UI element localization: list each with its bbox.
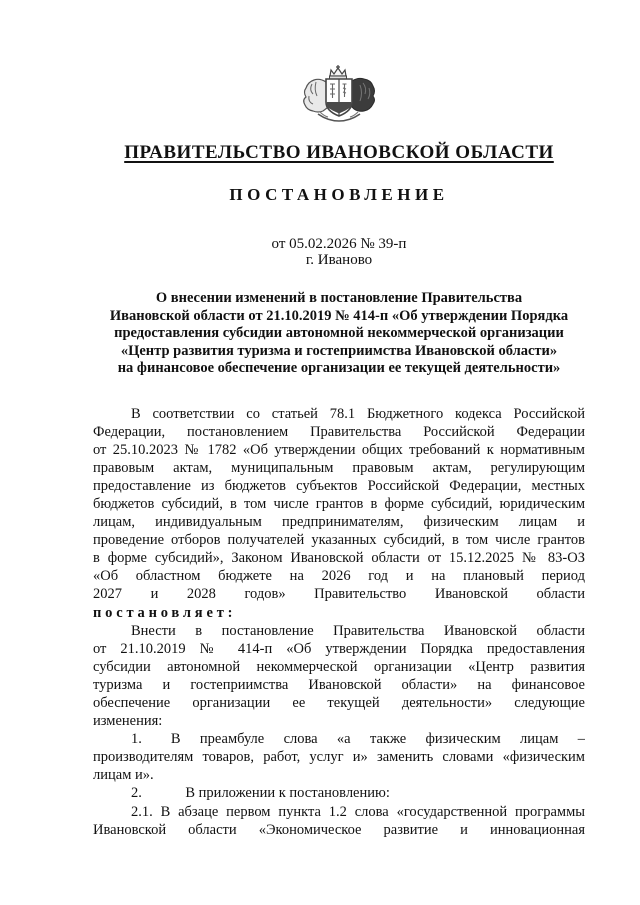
- body-line: предоставление из бюджетов субъектов Российской Федерации, местных: [93, 477, 585, 494]
- body-line: 2.1. В абзаце первом пункта 1.2 слова «государственной программы: [131, 803, 585, 820]
- body-line: Федерации, постановлением Правительства Российской Федерации: [93, 423, 585, 440]
- title-line: О внесении изменений в постановление Правительства: [155, 290, 523, 306]
- body-line: проведение отборов получателей указанных субсидий, в том числе грантов: [93, 532, 585, 549]
- body-line: В соответствии со статьей 78.1 Бюджетного кодекса Российской: [131, 405, 585, 422]
- body-line: производителям товаров, работ, услуг и» заменить словами «физическим: [93, 749, 585, 766]
- body-line: от 21.10.2019 № 414-п «Об утверждении Порядка предоставления: [93, 640, 585, 657]
- body-line: субсидии автономной некоммерческой организации «Центр развития: [93, 658, 585, 675]
- ivanovo-oblast-coat-of-arms-icon: [300, 64, 378, 122]
- document-date-number: от 05.02.2026 № 39-п: [271, 236, 407, 252]
- title-line: на финансовое обеспечение организации ее текущей деятельности»: [117, 360, 561, 376]
- body-line: постановляет:: [93, 604, 237, 621]
- body-line: в форме субсидий», Законом Ивановской области от 15.12.2025 № 83-ОЗ: [93, 550, 585, 567]
- body-line: 1. В преамбуле слова «а также физическим лицам –: [131, 731, 585, 748]
- body-line: от 25.10.2023 № 1782 «Об утверждении общих требований к нормативным: [93, 441, 585, 458]
- body-line: обеспечение организации ее текущей деятельности» следующие: [93, 695, 585, 711]
- title-line: Ивановской области от 21.10.2019 № 414-п «Об утверждении Порядка: [109, 307, 569, 324]
- body-line: правовым актам, муниципальным правовым актам, регулирующим: [93, 459, 585, 476]
- document-type-heading: ПОСТАНОВЛЕНИЕ: [229, 185, 449, 204]
- body-line: туризма и гостеприимства Ивановской области» на финансовое: [93, 676, 585, 693]
- body-line: «Об областном бюджете на 2026 год и на плановый период: [93, 568, 585, 585]
- document-content: [93, 64, 585, 839]
- title-line: предоставления субсидии автономной некоммерческой организации: [114, 325, 564, 341]
- body-line: 2027 и 2028 годов» Правительство Ивановской области: [93, 586, 585, 603]
- body-line: 2. В приложении к постановлению:: [131, 785, 390, 802]
- body-line: Ивановской области «Экономическое развитие и инновационная: [93, 821, 585, 838]
- body-line: бюджетов субсидий, в том числе грантов в форме субсидий, юридическим: [93, 495, 585, 512]
- body-line: изменения:: [93, 713, 163, 730]
- title-line: «Центр развития туризма и гостеприимства Ивановской области»: [120, 342, 558, 359]
- body-line: лицам, индивидуальным предпринимателям, физическим лицам и: [93, 514, 585, 531]
- document-title: [93, 290, 585, 378]
- issuing-authority-name: ПРАВИТЕЛЬСТВО ИВАНОВСКОЙ ОБЛАСТИ: [124, 142, 554, 163]
- body-line: Внести в постановление Правительства Ивановской области: [131, 622, 585, 639]
- document-body: [93, 405, 585, 839]
- document-city: г. Иваново: [305, 252, 373, 268]
- body-line: лицам и».: [93, 767, 154, 784]
